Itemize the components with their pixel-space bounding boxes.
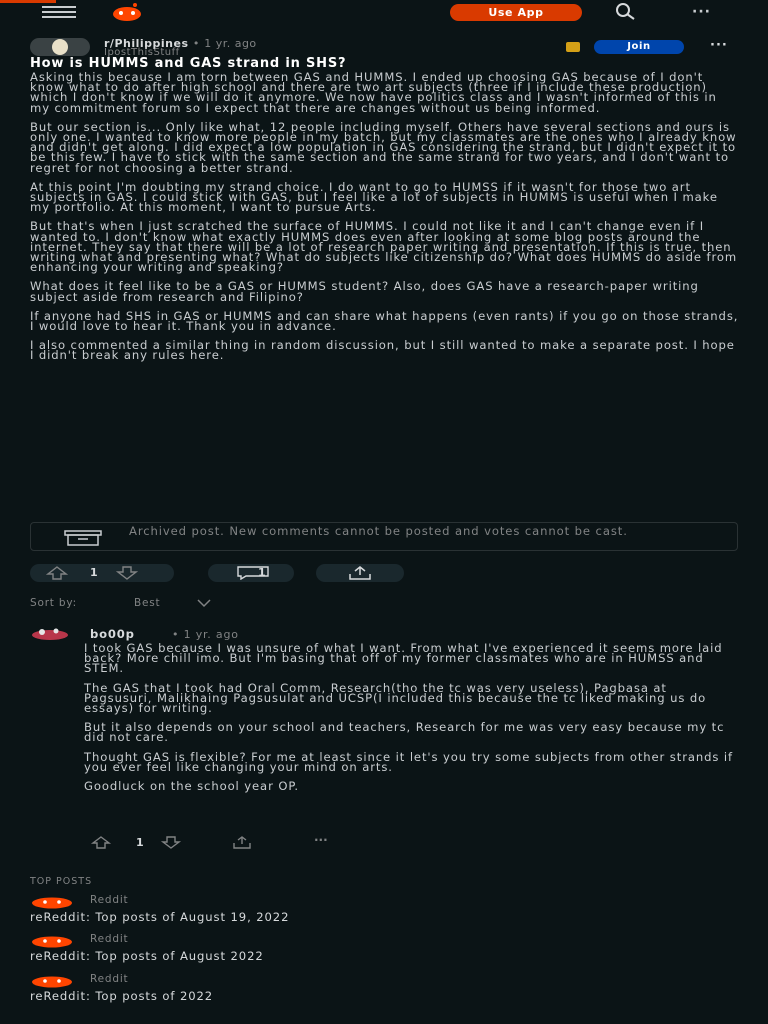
comment-body [84, 643, 738, 800]
comment-share-icon[interactable] [230, 836, 254, 849]
comment-count: 1 [258, 566, 266, 579]
post-more-icon[interactable]: ··· [710, 38, 728, 53]
archived-notice [30, 522, 738, 551]
post-paragraph: At this point I'm doubting my strand choice. I do want to go to HUMSS if it wasn't for those two art subjects in GAS. I could stick with GAS, but I feel like a lot of subjects in HUMMS is useful when I make my portfolio. At this moment, I want to pursue Arts. [30, 179, 718, 215]
share-icon [344, 566, 376, 580]
comment-paragraph: But it also depends on your school and teachers, Research for me was very easy because my tc did not care. [84, 720, 725, 745]
post-author[interactable]: IpostThisStuff [104, 47, 180, 58]
top-post-source: Reddit [90, 894, 129, 906]
comment-paragraph: The GAS that I took had Oral Comm, Research(tho the tc was very useless), Pagbasa at Pagsusuri, Malikhaing Pagsusulat and UCSP(I included this because the tc liked making us do essays) for writing. [84, 680, 707, 716]
menu-icon[interactable] [42, 6, 76, 18]
reddit-logo[interactable] [110, 2, 144, 22]
post-vote-count: 1 [90, 566, 98, 579]
downvote-icon[interactable] [116, 566, 138, 580]
sort-label: Sort by: [30, 597, 77, 609]
top-post-title[interactable]: reReddit: Top posts of 2022 [30, 989, 214, 1003]
top-posts-heading: TOP POSTS [30, 876, 93, 887]
overflow-menu-icon[interactable]: ··· [692, 4, 711, 20]
use-app-button[interactable]: Use App [450, 4, 582, 21]
top-bar [0, 0, 768, 24]
comment-paragraph: Thought GAS is flexible? For me at least since it let's you try some subjects from other strands if you ever feel like changing your mind on arts. [84, 749, 733, 774]
post-paragraph: If anyone had SHS in GAS or HUMMS and can share what happens (even rants) if you go on those strands, I would love to hear it. Thank you in advance. [30, 308, 739, 334]
subreddit-name[interactable]: r/Philippines [104, 37, 189, 50]
sort-dropdown[interactable]: Best [134, 597, 161, 609]
comment-paragraph: Goodluck on the school year OP. [84, 779, 300, 794]
post-title: How is HUMMS and GAS strand in SHS? [30, 56, 347, 71]
comment-paragraph: I took GAS because I was unsure of what I want. From what I've experienced it seems more laid back? More chill imo. But I'm basing that off of my former classmates who are in HUMSS and STEM. [84, 641, 723, 676]
comment-actions [84, 833, 364, 850]
share-button[interactable] [316, 564, 404, 582]
top-post-source: Reddit [90, 933, 129, 945]
post-body [30, 72, 740, 370]
comment-time: 1 yr. ago [183, 628, 239, 641]
chevron-down-icon[interactable] [196, 598, 212, 608]
comments-button[interactable] [208, 564, 294, 582]
separator-dot: • [192, 37, 200, 50]
comment-upvote-icon[interactable] [90, 836, 112, 849]
top-post-item[interactable] [30, 932, 738, 968]
top-post-item[interactable] [30, 972, 738, 1008]
commenter-avatar[interactable] [30, 627, 72, 641]
post-paragraph: But that's when I just scratched the surface of HUMMS. I could not like it and I can't change even if I wanted to. I don't know what exactly HUMMS does even after looking at some blog posts around the internet. They say that there will be a lot of research paper writing and presentation. If this is true, then writing what and presenting what? What do subjects like citizenship do? What does HUMMS do aside from enhancing your writing and speaking? [30, 219, 738, 275]
post-header [30, 36, 738, 58]
comment-more-icon[interactable]: ··· [314, 833, 328, 847]
top-post-title[interactable]: reReddit: Top posts of August 19, 2022 [30, 910, 290, 924]
vote-control [30, 564, 174, 582]
top-post-title[interactable]: reReddit: Top posts of August 2022 [30, 949, 264, 963]
reddit-logo-icon [30, 934, 74, 948]
separator-dot: • [172, 628, 180, 641]
reddit-logo-icon [30, 974, 74, 988]
post-paragraph: But our section is... Only like what, 12 people including myself. Others have several sections and ours is only one. I wanted to know more people in my batch, but my classmates are the ones who I already know and didn't get along. I did expect a low population in GAS considering the strand, but I didn't expect it to be this few. I have to stick with the same section and the same strand for two years, and I don't want to regret for not choosing a better strand. [30, 119, 737, 175]
reddit-logo-icon [30, 895, 74, 909]
post-paragraph: What does it feel like to be a GAS or HUMMS student? Also, does GAS have a research-paper writing subject aside from research and Filipino? [30, 279, 699, 304]
post-paragraph: Asking this because I am torn between GAS and HUMMS. I ended up choosing GAS because of I don't know what to do after high school and there are two art subjects (three if I include these production) which I don't know if we will do it anymore. We now have politics class and I wasn't informed of this in my commitment forum so I expect that there are changes without us being informed. [30, 70, 717, 115]
post-time: 1 yr. ago [204, 37, 257, 50]
top-post-item[interactable] [30, 893, 738, 929]
award-icon [566, 42, 580, 52]
search-icon[interactable] [614, 3, 636, 21]
comment-vote-count: 1 [136, 836, 144, 849]
top-post-source: Reddit [90, 973, 129, 985]
upvote-icon[interactable] [46, 566, 68, 580]
comment-author[interactable]: bo00p [90, 627, 135, 641]
join-button[interactable]: Join [594, 40, 684, 54]
comment-downvote-icon[interactable] [160, 836, 182, 849]
subreddit-avatar[interactable] [30, 38, 90, 56]
post-paragraph: I also commented a similar thing in random discussion, but I still wanted to make a separate post. I hope I didn't break any rules here. [30, 338, 735, 363]
comment-meta [172, 628, 239, 641]
archived-text: Archived post. New comments cannot be posted and votes cannot be cast. [129, 524, 628, 538]
archive-box-icon [63, 530, 103, 546]
page-load-progress [0, 0, 56, 3]
